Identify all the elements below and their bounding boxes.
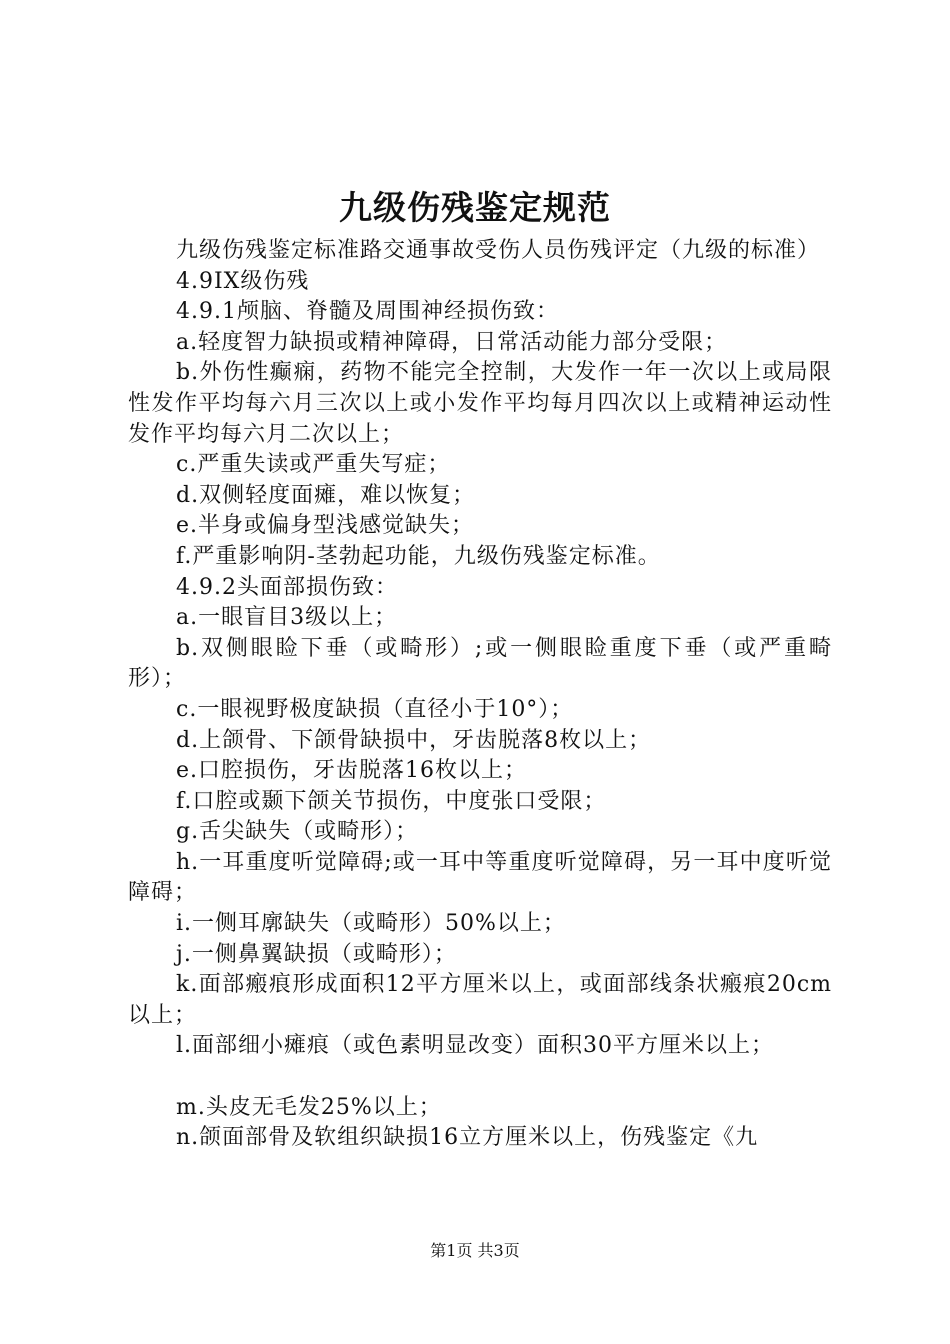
paragraph-section-4-9-1: 4.9.1颅脑、脊髓及周围神经损伤致： xyxy=(176,299,559,325)
paragraph-item-e-2: e.口腔损伤，牙齿脱落16枚以上； xyxy=(176,758,528,784)
paragraph-item-j: j.一侧鼻翼缺损（或畸形）； xyxy=(176,941,457,967)
paragraph-intro: 九级伤残鉴定标准路交通事故受伤人员伤残评定（九级的标准） xyxy=(176,238,821,263)
paragraph-item-c: c.严重失读或严重失写症； xyxy=(176,452,451,478)
paragraph-item-a-2: a.一眼盲目3级以上； xyxy=(176,605,398,631)
paragraph-item-f: f.严重影响阴-茎勃起功能，九级伤残鉴定标准。 xyxy=(176,543,661,569)
paragraph-item-d: d.双侧轻度面瘫，难以恢复； xyxy=(176,482,476,508)
paragraph-item-l: l.面部细小瘫痕（或色素明显改变）面积30平方厘米以上； xyxy=(176,1033,775,1059)
paragraph-section-4-9: 4.9IX级伤残 xyxy=(176,268,310,294)
paragraph-item-e: e.半身或偏身型浅感觉缺失； xyxy=(176,513,475,539)
paragraph-item-n: n.颌面部骨及软组织缺损16立方厘米以上，伤残鉴定《九 xyxy=(176,1125,759,1151)
page-footer: 第1页 共3页 xyxy=(430,1241,520,1260)
paragraph-item-b: b.外伤性癫痫，药物不能完全控制，大发作一年一次以上或局限性发作平均每六月三次以上或小发作平均每月四次以上或精神运动性发作平均每六月二次以上； xyxy=(128,360,832,447)
document-body xyxy=(128,236,832,1154)
paragraph-item-f-2: f.口腔或颞下颌关节损伤，中度张口受限； xyxy=(176,788,607,814)
paragraph-item-b-2: b.双侧眼睑下垂（或畸形）;或一侧眼睑重度下垂（或严重畸形）； xyxy=(128,635,832,692)
paragraph-item-g: g.舌尖缺失（或畸形）； xyxy=(176,819,419,845)
paragraph-item-c-2: c.一眼视野极度缺损（直径小于10°）； xyxy=(176,696,574,722)
paragraph-item-k: k.面部瘢痕形成面积12平方厘米以上，或面部线条状瘢痕20cm以上； xyxy=(128,972,832,1028)
paragraph-item-h: h.一耳重度听觉障碍;或一耳中等重度听觉障碍，另一耳中度听觉障碍； xyxy=(128,849,832,906)
paragraph-section-4-9-2: 4.9.2头面部损伤致： xyxy=(176,574,398,600)
document-title: 九级伤残鉴定规范 xyxy=(339,188,611,227)
paragraph-item-d-2: d.上颌骨、下颌骨缺损中，牙齿脱落8枚以上； xyxy=(176,727,652,753)
paragraph-item-i: i.一侧耳廓缺失（或畸形）50%以上； xyxy=(176,911,566,937)
paragraph-item-m: m.头皮无毛发25%以上； xyxy=(176,1094,442,1120)
paragraph-item-a: a.轻度智力缺损或精神障碍，日常活动能力部分受限； xyxy=(176,329,728,355)
blank-line xyxy=(128,1062,832,1093)
